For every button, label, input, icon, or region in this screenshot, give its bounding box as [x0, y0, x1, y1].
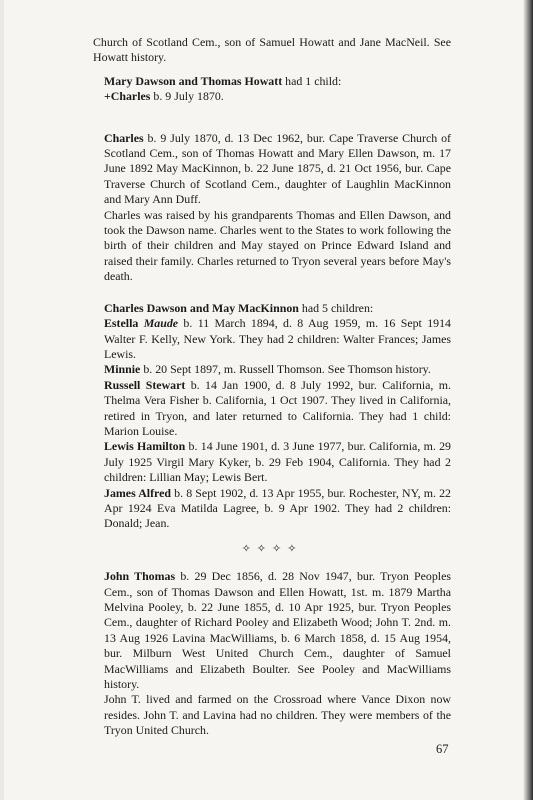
family-heading-names: Mary Dawson and Thomas Howatt: [104, 73, 283, 88]
child-details: b. 14 June 1901, d. 3 June 1977, bur. California, m. 29 July 1925 Virgil Mary Kyker, b. 29 Feb 1904, California. They had 2 children: Lillian May; Lewis Bert.: [104, 439, 451, 485]
child-name: +Charles: [104, 89, 151, 104]
section-divider: ✧✧✧✧: [241, 542, 303, 555]
child-details: b. 20 Sept 1897, m. Russell Thomson. See Thomson history.: [140, 362, 431, 377]
child-details: b. 8 Sept 1902, d. 13 Apr 1955, bur. Rochester, NY, m. 22 Apr 1924 Eva Matilda Lagree, b. 9 Apr 1902. They had 2 children: Donald; Jean.: [104, 485, 451, 531]
entry-bio: b. 9 July 1870, d. 13 Dec 1962, bur. Cape Traverse Church of Scotland Cem., son of Thomas Howatt and Mary Ellen Dawson, m. 17 June 1892 May MacKinnon, b. 22 June 1875, d. 21 Oct 1956, bur. Cape Traverse Church of Scotland Cem., daughter of Laughlin MacKinnon and Mary Ann Duff.: [104, 130, 451, 207]
family-heading-count: had 5 children:: [298, 300, 374, 315]
family-heading-count: had 1 child:: [282, 73, 342, 88]
child-name-italic: Maude: [143, 316, 179, 331]
family-heading-names: Charles Dawson and May MacKinnon: [104, 300, 299, 315]
child-details: b. 11 March 1894, d. 8 Aug 1959, m. 16 Sept 1914 Walter F. Kelly, New York. They had 2 children: Walter Frances; James Lewis.: [104, 316, 451, 361]
child-name: James Alfred: [104, 485, 171, 500]
entry-name: John Thomas: [104, 569, 176, 584]
child-name: Estella: [104, 316, 144, 331]
child-details: b. 9 July 1870.: [150, 89, 224, 104]
page-right-edge: [523, 0, 533, 800]
child-entry: [104, 89, 451, 104]
entry-john-thomas: [93, 569, 451, 692]
entry-name: Charles: [104, 130, 144, 145]
page-left-edge: [0, 0, 4, 800]
child-entry-minnie: [93, 362, 451, 377]
family-heading: [104, 74, 451, 89]
entry-charles-story: Charles was raised by his grandparents Thomas and Ellen Dawson, and took the Dawson name. Charles went to the States to work following the birth of their children and May stayed on Prince Edward Island and raised their family. Charles returned to Tryon several years before May's death.: [104, 207, 451, 284]
child-name: Lewis Hamilton: [104, 439, 186, 454]
child-name: Russell Stewart: [104, 377, 186, 392]
family-group-charles-may: [93, 301, 451, 316]
child-entry-james: [93, 486, 451, 532]
entry-bio: b. 29 Dec 1856, d. 28 Nov 1947, bur. Tryon Peoples Cem., son of Thomas Dawson and Ellen Howatt, 1st. m. 1879 Martha Melvina Pooley, b. 22 June 1855, d. 10 Apr 1925, bur. Tryon Peoples Cem., daughter of Richard Pooley and Elizabeth Wood; John T. 2nd. m. 13 Aug 1926 Lavina MacWilliams, b. 6 March 1858, d. 15 Aug 1954, bur. Milburn West United Church Cem., daughter of Samuel MacWilliams and Elizabeth Boulter. See Pooley and MacWilliams history.: [104, 569, 451, 692]
family-heading: [104, 301, 451, 316]
page-number: 67: [436, 742, 449, 756]
paragraph-continuation: Church of Scotland Cem., son of Samuel Howatt and Jane MacNeil. See Howatt history.: [93, 35, 451, 65]
child-name: Minnie: [104, 362, 141, 377]
child-entry-russell: [93, 378, 451, 440]
child-entry-lewis: [93, 439, 451, 485]
child-entry-estella: [93, 316, 451, 362]
entry-john-thomas-story: John T. lived and farmed on the Crossroad where Vance Dixon now resides. John T. and Lavina had no children. They were members of the Tryon United Church.: [104, 692, 451, 738]
child-details: b. 14 Jan 1900, d. 8 July 1992, bur. California, m. Thelma Vera Fisher b. California, 1 Oct 1907. They lived in California, retired in Tryon, and later returned to California. They had 1 child: Marion Louise.: [104, 377, 451, 438]
entry-charles: [93, 131, 451, 208]
family-group-mary-thomas: [93, 74, 451, 105]
